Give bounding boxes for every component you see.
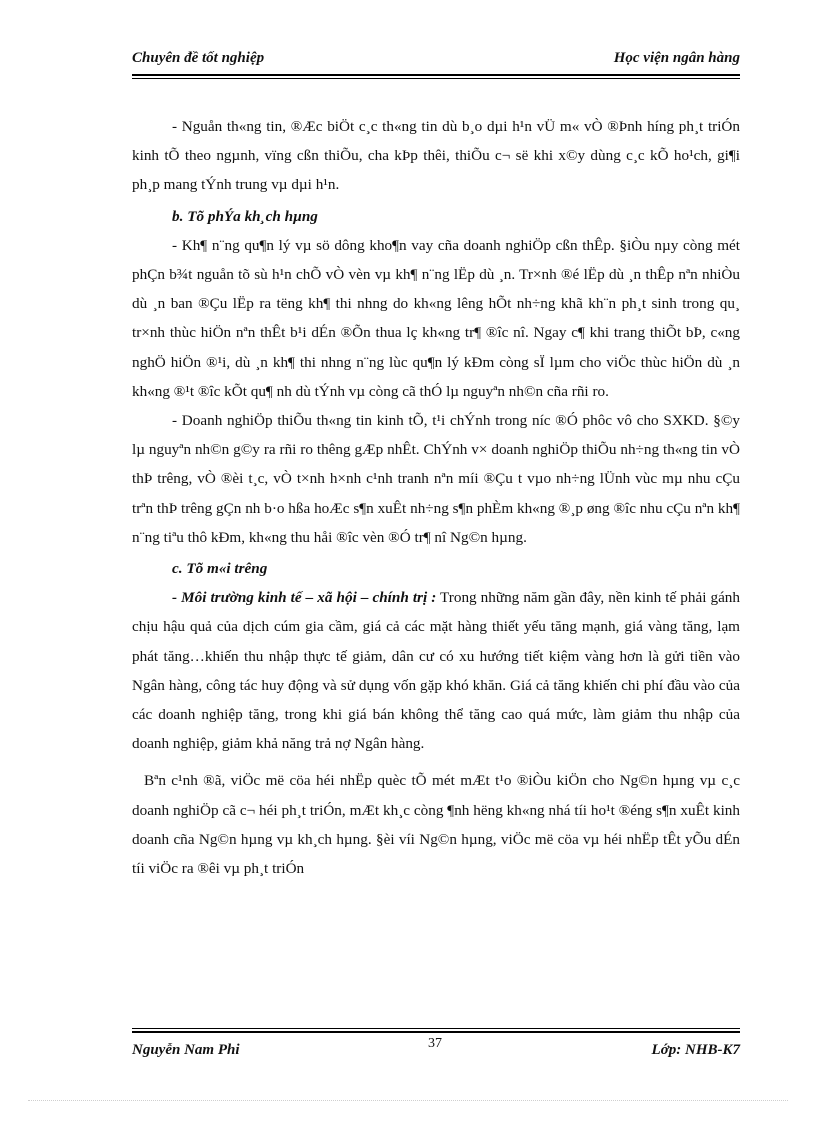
footer-author: Nguyễn Nam Phi: [132, 1042, 240, 1058]
header-rule: [132, 74, 740, 76]
paragraph-lead-emphasis: - Môi trường kinh tế – xã hội – chính trị :: [172, 589, 437, 607]
document-body: [132, 112, 740, 883]
page-header: [132, 46, 740, 72]
section-heading-customer: b. Tõ phÝa kh¸ch hµng: [172, 207, 318, 225]
section-heading-environment: c. Tõ m«i trêng: [172, 560, 268, 578]
page-edge-divider: [28, 1100, 788, 1101]
page-number: 37: [428, 1036, 442, 1051]
page-footer: [132, 1036, 740, 1072]
paragraph-lead-rest: Trong những năm gần đây, nền kinh tế phải gánh chịu hậu quả của dịch cúm gia cầm, giá cả các mặt hàng thiết yếu tăng mạnh, giá vàng tăng, lạm phát tăng…khiến thu nhập thực tế giảm, dân cư có xu hướng tiết kiệm vàng hơn là gửi tiền vào Ngân hàng, công tác huy động và sử dụng vốn gặp khó khăn. Giá cả tăng khiến chi phí đầu vào của các doanh nghiệp tăng, trong khi giá bán không thể tăng cao quá mức, làm giảm thu nhập của doanh nghiệp, giảm khả năng trả nợ Ngân hàng.: [132, 589, 740, 753]
paragraph-socioeconomic-environment: [132, 583, 740, 758]
header-institution: Học viện ngân hàng: [613, 50, 740, 66]
header-rule-thin: [132, 78, 740, 79]
paragraph-information-sources: - Nguån th«ng tin, ®Æc biÖt c¸c th«ng tin dù b¸o dµi h¹n vÜ m« vÒ ®Þnh híng ph¸t triÓn kinh tÕ theo ngµnh, vïng cßn thiÕu, cha kÞp thêi, thiÕu c¬ së khi x©y dùng c¸c kÕ ho¹ch, gi¶i ph¸p mang tÝnh trung vµ dµi h¹n.: [132, 118, 740, 194]
paragraph-lack-of-information: - Doanh nghiÖp thiÕu th«ng tin kinh tÕ, t¹i chÝnh trong níc ®Ó phôc vô cho SXKD. §©y lµ nguyªn nh©n g©y ra rñi ro thêng gÆp nhÊt. ChÝnh v× doanh nghiÖp thiÕu nh÷ng th«ng tin vÒ thÞ trêng, vÒ ®èi t¸c, vÒ t×nh h×nh c¹nh tranh nªn míi ®Çu t vµo nh÷ng lÜnh vùc mµ nhu cÇu trªn thÞ trêng gÇn nh b·o hßa hoÆc s¶n xuÊt nh÷ng s¶n phÈm kh«ng ®¸p øng ®îc nhu cÇu nªn kh¶ n¨ng tiªu thô kÐm, kh«ng thu håi ®îc vèn ®Ó tr¶ nî Ng©n hµng.: [132, 412, 740, 546]
paragraph-international-integration: Bªn c¹nh ®ã, viÖc më cöa héi nhËp quèc tÕ mét mÆt t¹o ®iÒu kiÖn cho Ng©n hµng vµ c¸c doanh nghiÖp cã c¬ héi ph¸t triÓn, mÆt kh¸c còng ¶nh hëng kh«ng nhá tíi ho¹t ®éng s¶n xuÊt kinh doanh cña Ng©n hµng vµ kh¸ch hµng. §èi víi Ng©n hµng, viÖc më cöa vµ héi nhËp tÊt yÕu dÉn tíi viÖc ra ®êi vµ ph¸t triÓn: [132, 772, 740, 878]
footer-rule-thin: [132, 1028, 740, 1029]
header-thesis-title: Chuyên đề tốt nghiệp: [132, 50, 265, 66]
footer-class: Lớp: NHB-K7: [651, 1042, 740, 1058]
paragraph-management-capacity: - Kh¶ n¨ng qu¶n lý vµ sö dông kho¶n vay cña doanh nghiÖp cßn thÊp. §iÒu nµy còng mét phÇn b¾t nguån tõ sù h¹n chÕ vÒ vèn vµ kh¶ n¨ng lËp dù ¸n. Tr×nh ®é lËp dù ¸n thÊp nªn nhiÒu dù ¸n ban ®Çu lËp ra tëng kh¶ thi nhng do kh«ng lêng hÕt nh÷ng khã kh¨n ph¸t sinh trong qu¸ tr×nh thùc hiÖn nªn thÊt b¹i dÉn ®Õn thua lç kh«ng tr¶ ®îc nî. Ngay c¶ khi trang thiÕt bÞ, c«ng nghÖ hiÖn ®¹i, dù ¸n kh¶ thi nhng n¨ng lùc qu¶n lý kÐm còng sÏ lµm cho viÖc thùc hiÖn dù ¸n kh«ng ®¹t ®îc kÕt qu¶ nh dù tÝnh vµ còng cã thÓ lµ nguyªn nh©n cña rñi ro.: [132, 236, 740, 400]
footer-rule: [132, 1031, 740, 1033]
